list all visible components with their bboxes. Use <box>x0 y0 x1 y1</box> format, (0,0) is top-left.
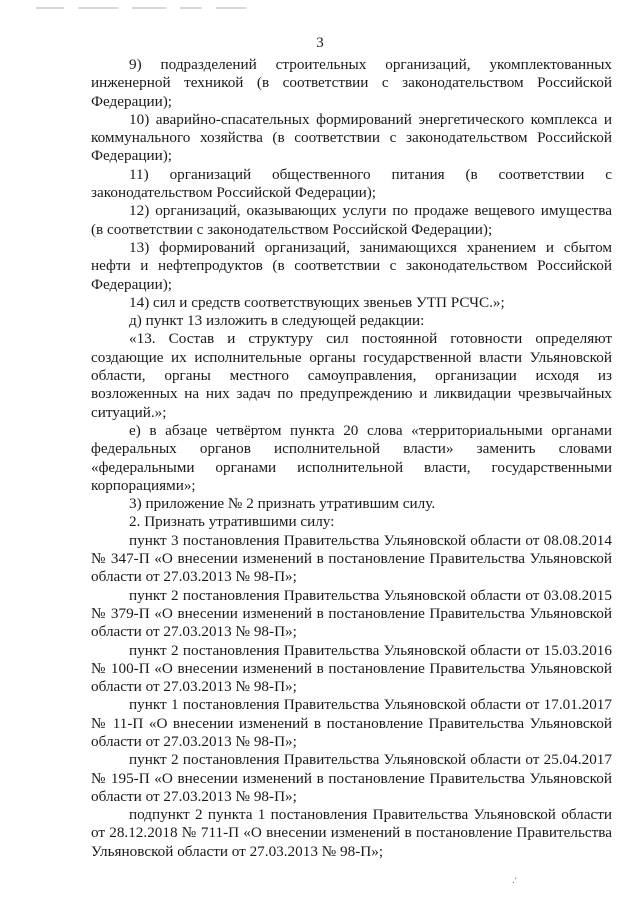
list-item-13: 13) формирований организаций, занимающихся хранением и сбытом нефти и нефтепродуктов (в соответствии с законодательством Российской Федерации); <box>91 238 612 293</box>
list-item-11: 11) организаций общественного питания (в соответствии с законодательством Российской Федерации); <box>91 165 612 202</box>
scan-artifact-marks <box>36 6 286 10</box>
list-item-9: 9) подразделений строительных организаций, укомплектованных инженерной техникой (в соответствии с законодательством Российской Федерации); <box>91 56 612 110</box>
repealed-act-6: подпункт 2 пункта 1 постановления Правительства Ульяновской области от 28.12.2018 № 711-П «О внесении изменений в постановление Правительства Ульяновской области от 27.03.2013 № 98-П»; <box>91 806 612 860</box>
scan-stray-mark: ·´ <box>510 876 521 889</box>
list-item-10: 10) аварийно-спасательных формирований энергетического комплекса и коммунального хозяйства (в соответствии с законодательством Российской Федерации); <box>91 110 612 165</box>
page-number: 3 <box>316 35 324 51</box>
repealed-act-2: пункт 2 постановления Правительства Ульяновской области от 03.08.2015 № 379-П «О внесении изменений в постановление Правительства Ульяновской области от 27.03.2013 № 98-П»; <box>91 586 612 641</box>
subitem-e: е) в абзаце четвёртом пункта 20 слова «территориальными органами федеральных органов исполнительной власти» заменить словами «федеральными органами исполнительной власти, государственными корпорациями»; <box>91 421 612 494</box>
quoted-clause-13: «13. Состав и структуру сил постоянной готовности определяют создающие их исполнительные органы государственной власти Ульяновской области, органы местного самоуправления, организации исходя из возложенных на них задач по предупреждению и ликвидации чрезвычайных ситуаций.»; <box>91 330 612 421</box>
item-3: 3) приложение № 2 признать утратившим силу. <box>129 495 436 513</box>
repealed-act-1: пункт 3 постановления Правительства Ульяновской области от 08.08.2014 № 347-П «О внесении изменений в постановление Правительства Ульяновской области от 27.03.2013 № 98-П»; <box>91 531 612 586</box>
repealed-act-5: пункт 2 постановления Правительства Ульяновской области от 25.04.2017 № 195-П «О внесении изменений в постановление Правительства Ульяновской области от 27.03.2013 № 98-П»; <box>91 751 612 805</box>
document-body <box>91 56 612 861</box>
repealed-act-3: пункт 2 постановления Правительства Ульяновской области от 15.03.2016 № 100-П «О внесении изменений в постановление Правительства Ульяновской области от 27.03.2013 № 98-П»; <box>91 641 612 696</box>
list-item-12: 12) организаций, оказывающих услуги по продаже вещевого имущества (в соответствии с законодательством Российской Федерации); <box>91 202 612 238</box>
subitem-d: д) пункт 13 изложить в следующей редакции: <box>129 312 425 330</box>
repealed-act-4: пункт 1 постановления Правительства Ульяновской области от 17.01.2017 № 11-П «О внесении изменений в постановление Правительства Ульяновской области от 27.03.2013 № 98-П»; <box>91 696 612 750</box>
section-2-heading: 2. Признать утратившими силу: <box>129 513 335 531</box>
list-item-14: 14) сил и средств соответствующих звеньев УТП РСЧС.»; <box>129 293 505 311</box>
